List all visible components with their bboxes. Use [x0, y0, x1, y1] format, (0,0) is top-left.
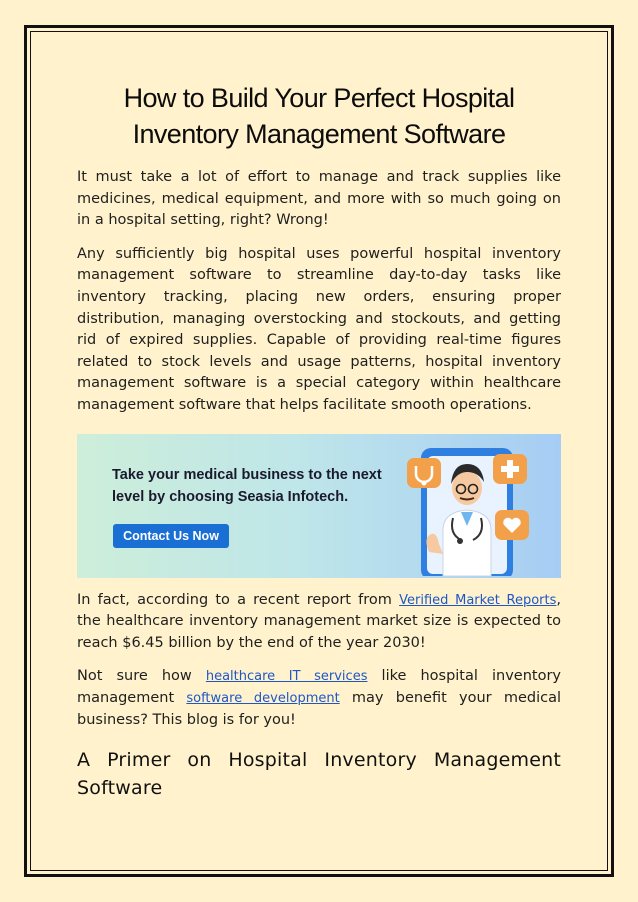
- blog-text-part-3: may benefit your medical business? This blog is for you!: [77, 689, 562, 728]
- title-line-1: How to Build Your Perfect Hospital: [123, 83, 515, 113]
- section-heading-line-1: A Primer on Hospital Inventory Management: [77, 749, 561, 772]
- section-heading-line-2: Software: [77, 777, 163, 800]
- healthcare-it-services-link[interactable]: healthcare IT services: [205, 669, 368, 685]
- document-title: [77, 80, 561, 152]
- software-development-link[interactable]: software development: [186, 690, 340, 706]
- banner-headline-line-1: Take your medical business to the next: [112, 466, 382, 483]
- blog-intro-paragraph: [77, 666, 561, 731]
- blog-text-part-1: Not sure how: [77, 668, 206, 685]
- description-paragraph: Any sufficiently big hospital uses powerful hospital inventory management software to streamline day-to-day tasks like inventory tracking, placing new orders, ensuring proper distribution, managing overstocking and stockouts, and getting rid of expired supplies. Capable of providing real-time figures related to stock levels and usage patterns, hospital inventory management software is a special category within healthcare management software that helps facilitate smooth operations.: [77, 245, 561, 413]
- promo-banner[interactable]: [77, 434, 561, 578]
- title-line-2: Inventory Management Software: [132, 119, 506, 149]
- contact-us-button[interactable]: Contact Us Now: [113, 524, 229, 548]
- document-body: [77, 80, 561, 802]
- section-heading: [77, 746, 561, 802]
- banner-headline: [112, 464, 412, 508]
- intro-paragraph: It must take a lot of effort to manage and track supplies like medicines, medical equipment, and more with so much going on in a hospital setting, right? Wrong!: [77, 169, 561, 229]
- blog-text-part-2: like hospital inventory management: [77, 668, 561, 706]
- market-text-start: In fact, according to a recent report from: [77, 591, 400, 608]
- verified-market-reports-link[interactable]: Verified Market Reports: [399, 592, 557, 608]
- market-text-end: , the healthcare inventory management market size is expected to reach $6.45 billion by the end of the year 2030!: [77, 591, 561, 651]
- banner-headline-line-2: level by choosing Seasia Infotech.: [112, 488, 349, 505]
- market-report-paragraph: [77, 590, 561, 655]
- doctor-phone-illustration: [403, 440, 553, 576]
